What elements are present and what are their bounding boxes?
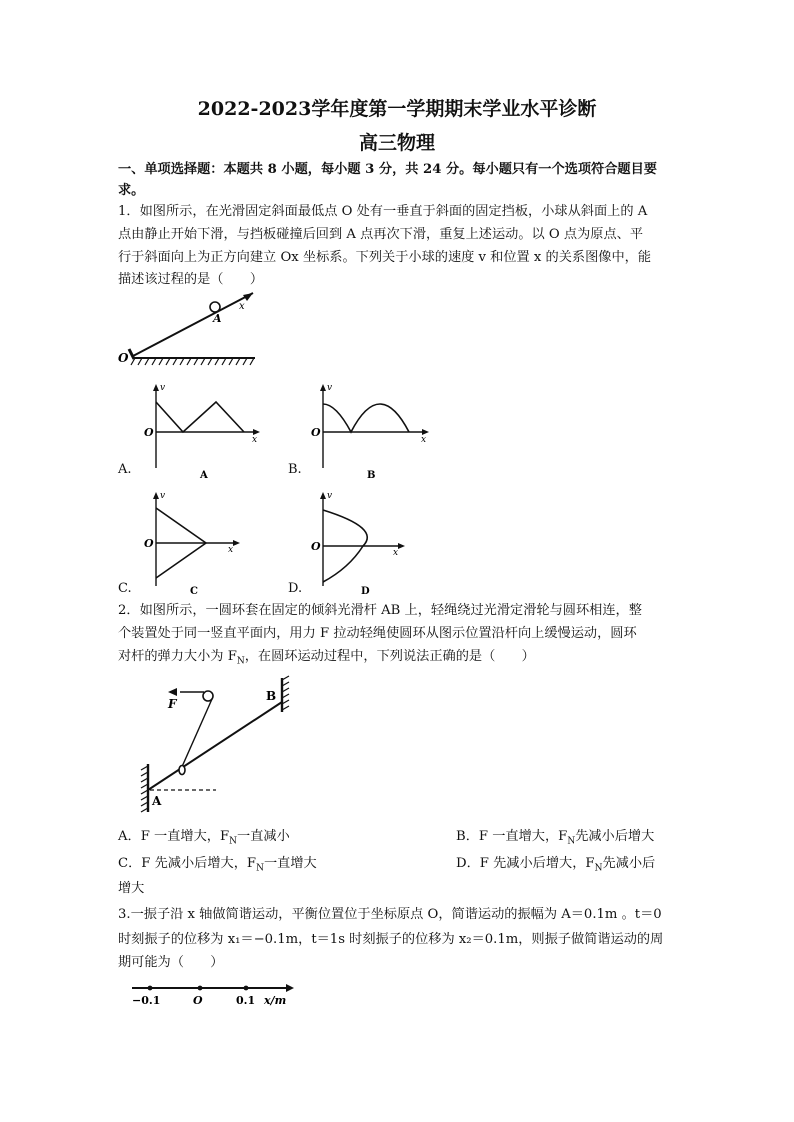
q2-option-c[interactable]: C．F 先减小后增大，$F_N$一直增大 [118,856,317,874]
graph-caption-d: D [361,586,370,597]
graph-caption-b: B [367,470,376,481]
rod-ab [148,702,282,790]
q2-text-line1: 2．如图所示，一圆环套在固定的倾斜光滑杆 AB 上，轻绳绕过光滑定滑轮与圆环相连，整 [118,603,642,618]
label-a: A [213,312,222,325]
x-arrow-icon [233,540,240,546]
q1-option-a-label[interactable]: A. [118,462,132,477]
tick-zero [198,986,203,991]
q2-rod-figure [130,672,300,817]
q2-option-b[interactable]: B．F 一直增大，$F_N$先减小后增大 [456,829,655,847]
axis-v-label: v [160,491,166,501]
q1-incline-figure [115,285,265,375]
stop-plate [129,349,134,359]
axis-label-neg: −0.1 [132,994,161,1007]
section-heading-line1: 一、单项选择题：本题共 8 小题，每小题 3 分，共 24 分。每小题只有一个选项符合题目要 [118,162,657,177]
q1-graph-b [305,380,435,481]
q2-text-line3: 对杆的弹力大小为 $F_N$，在圆环运动过程中，下列说法正确的是（ ） [118,649,535,667]
exam-title: 2022-2023学年度第一学期期末学业水平诊断 [197,98,597,120]
axis-v-label: v [327,383,333,393]
axis-x-label: x [252,435,258,445]
origin-label: O [311,426,321,439]
q3-text-line1: 3.一振子沿 x 轴做简谐运动，平衡位置位于坐标原点 O，简谐运动的振幅为 A＝0.1m 。t＝0 [118,907,662,922]
label-b: B [266,689,277,703]
q1-option-b-label[interactable]: B. [288,462,302,477]
ball [210,302,220,312]
q3-text-line2: 时刻振子的位移为 x₁＝−0.1m，t＝1s 时刻振子的位移为 x₂＝0.1m，则振子做简谐运动的周 [118,932,664,947]
q1-graph-d [305,488,415,597]
axis-x-label: x [228,545,234,555]
axis-v-label: v [327,491,333,501]
axis-unit-label: x/m [264,994,287,1007]
q2-option-a[interactable]: A．F 一直增大，$F_N$一直减小 [118,829,290,847]
label-x: x [239,301,245,312]
x-arrow-icon [398,543,405,549]
curve-a [156,402,244,432]
exam-subtitle: 高三物理 [358,132,435,154]
q1-text-line2: 点由静止开始下滑，与挡板碰撞后回到 A 点再次下滑，重复上述运动。以 O 点为原点、平 [118,227,644,242]
q1-graph-c [140,488,250,597]
incline-axis [133,293,253,356]
q1-option-c-label[interactable]: C. [118,581,132,596]
q3-text-line3: 期可能为（ ） [118,955,224,970]
ring [179,766,185,775]
origin-label: O [144,426,154,439]
label-a: A [152,794,162,808]
q2-option-d[interactable]: D．F 先减小后增大，$F_N$先减小后 [456,856,656,874]
section-heading-line2: 求。 [118,183,145,198]
origin-label: O [144,537,154,550]
label-o: O [118,351,129,365]
axis-v-label: v [160,383,166,393]
ground-hatch [131,358,254,365]
q1-text-line3: 行于斜面向上为正方向建立 Ox 坐标系。下列关于小球的速度 v 和位置 x 的关系图像中，能 [118,250,652,265]
q2-option-d-continued: 增大 [118,881,145,896]
v-arrow-icon [153,384,159,391]
graph-caption-c: C [190,586,198,597]
force-arrow-icon [168,688,177,696]
axis-label-origin: O [193,994,203,1007]
axis-x-label: x [421,435,427,445]
q1-graph-a [140,380,265,481]
v-arrow-icon [153,492,159,499]
curve-b [323,404,409,432]
x-arrow-icon [286,984,294,992]
axis-arrow-icon [243,293,253,301]
axis-x-label: x [393,548,399,558]
tick-pos [244,986,249,991]
q2-text-line2: 个装置处于同一竖直平面内，用力 F 拉动轻绳使圆环从图示位置沿杆向上缓慢运动，圆环 [118,626,637,641]
q3-number-line [128,980,298,1012]
axis-label-pos: 0.1 [236,994,256,1007]
origin-label: O [311,540,321,553]
q1-text-line4: 描述该过程的是（ ） [118,272,264,287]
tick-neg [148,986,153,991]
graph-caption-a: A [200,470,208,481]
label-f: F [168,697,177,711]
v-arrow-icon [320,492,326,499]
v-arrow-icon [320,384,326,391]
q1-option-d-label[interactable]: D. [288,581,303,596]
q1-text-line1: 1．如图所示，在光滑固定斜面最低点 O 处有一垂直于斜面的固定挡板，小球从斜面上的 A [118,204,648,219]
